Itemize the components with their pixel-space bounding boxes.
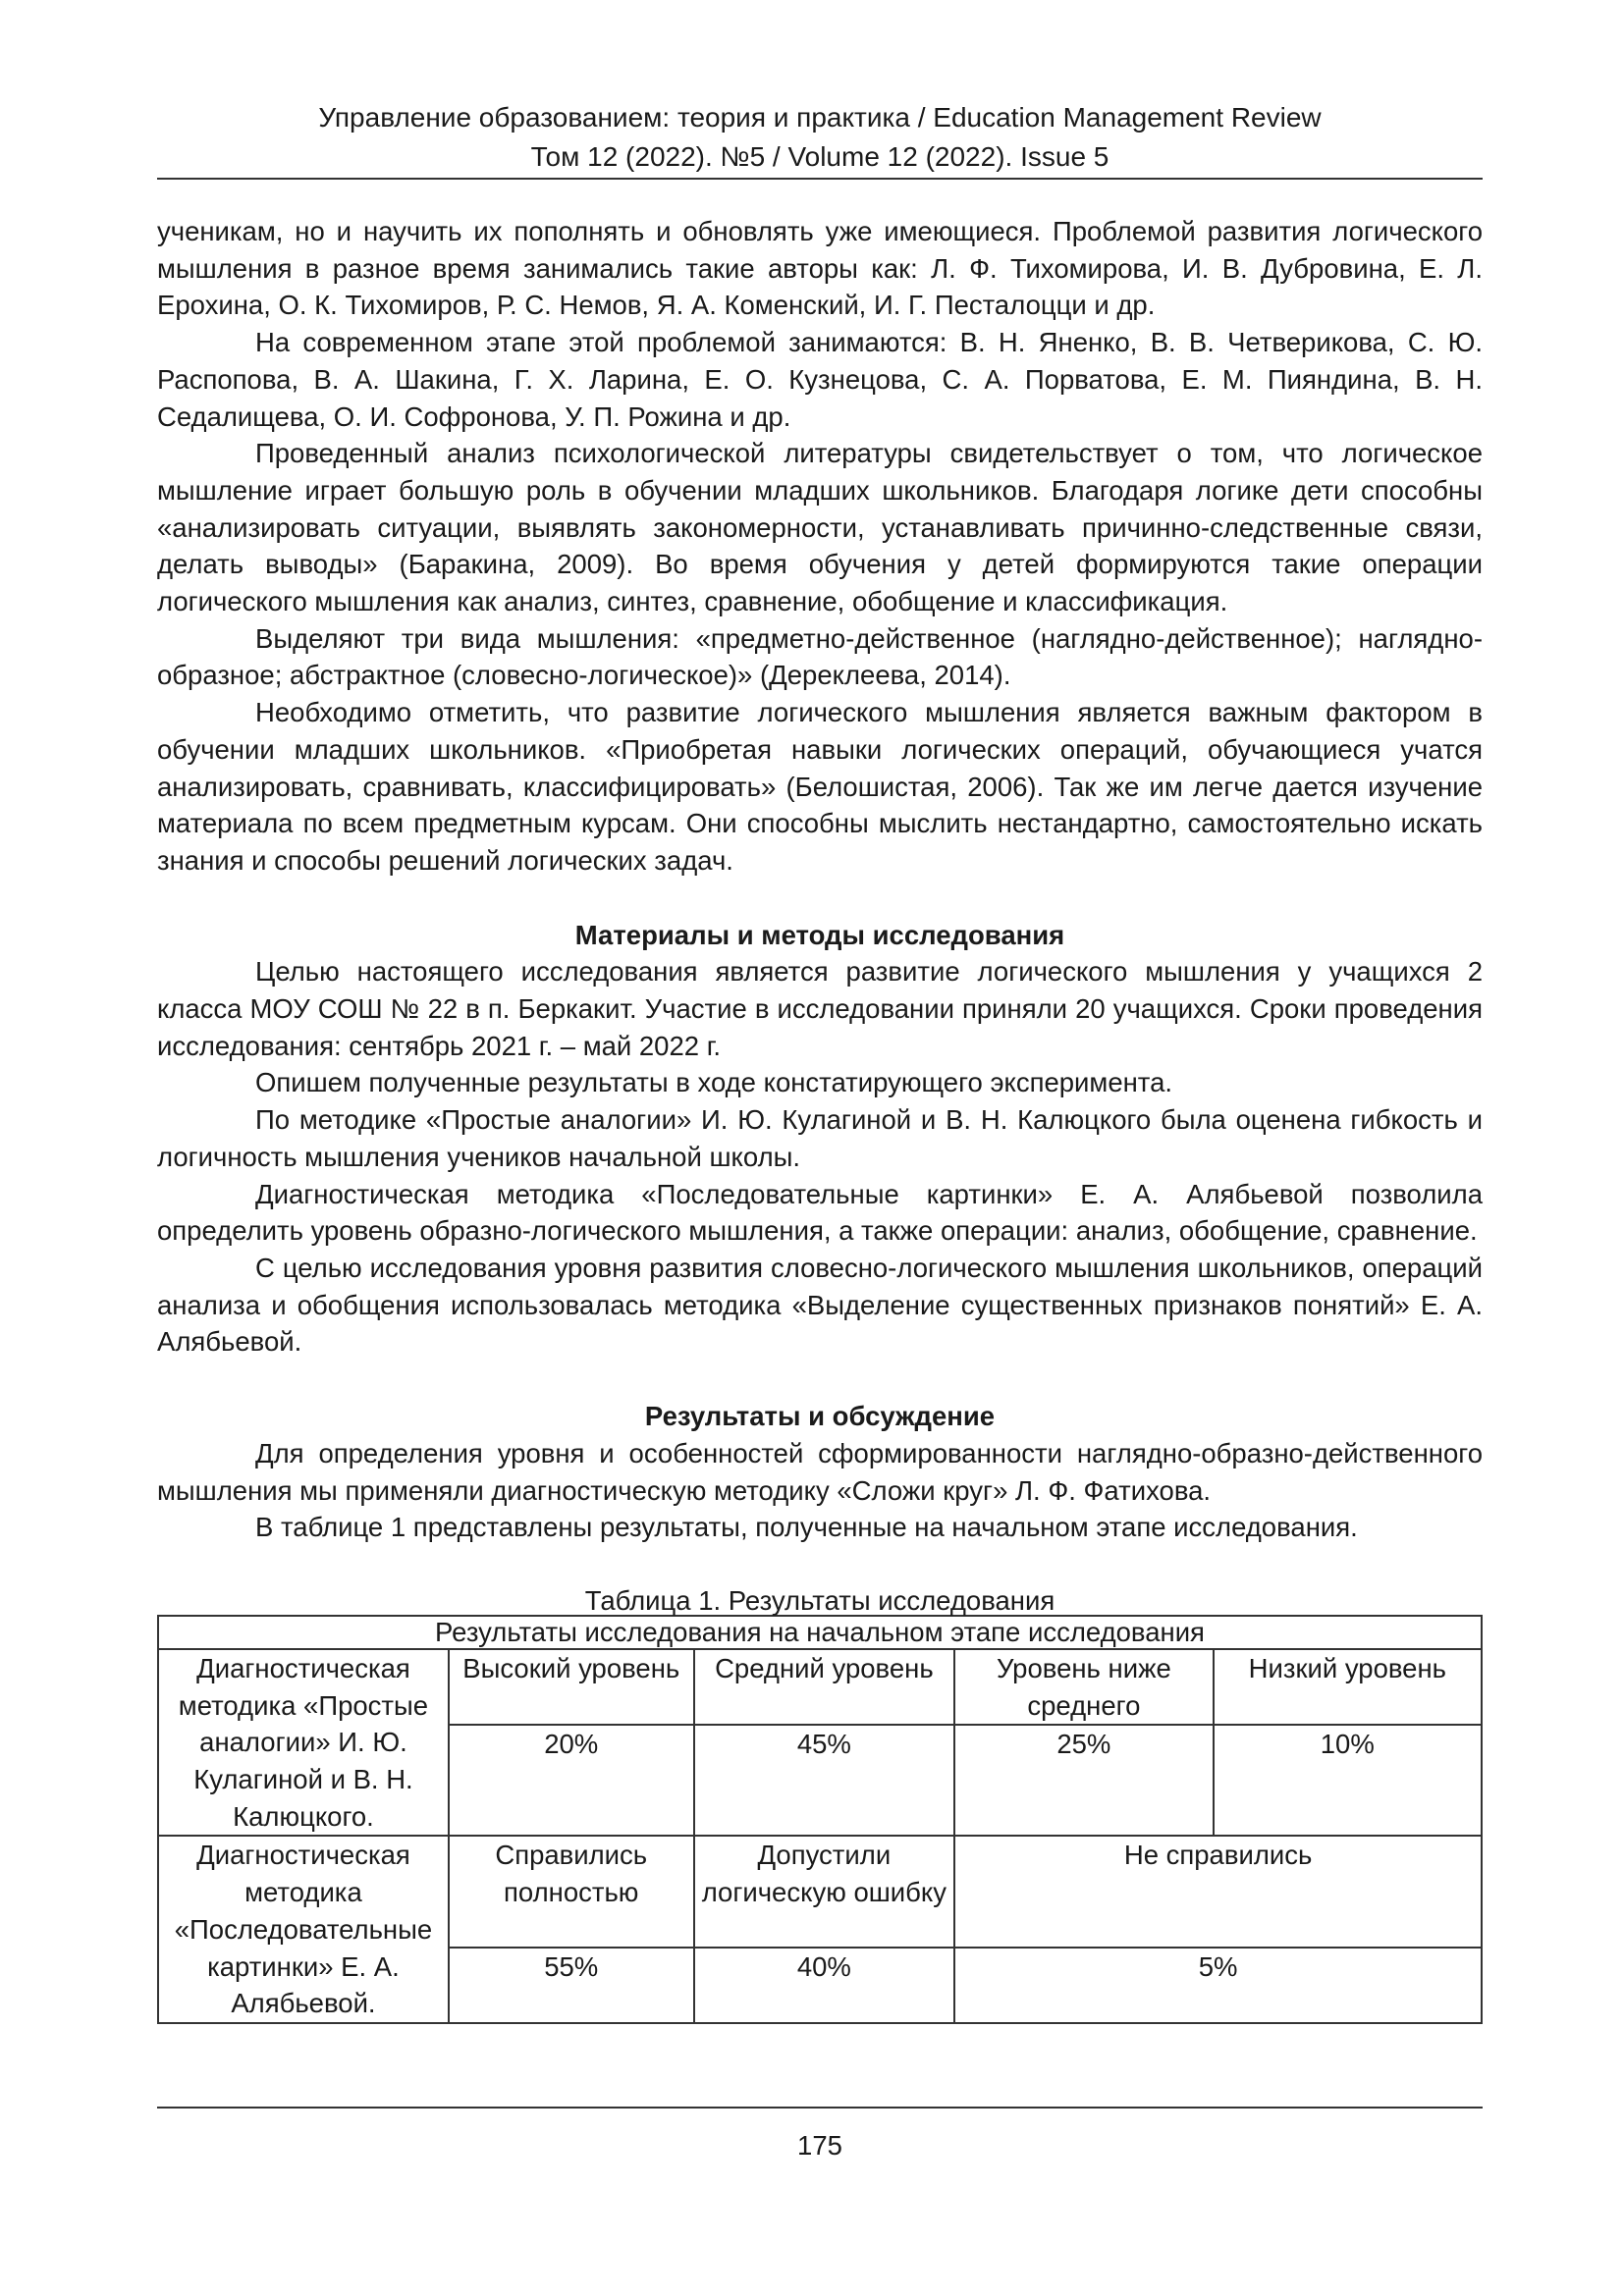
paragraph: С целью исследования уровня развития словесно-логического мышления школьников, операций анализа и обобщения использовалась методика «Выделение существенных признаков понятий» Е. А. Алябьевой. [157, 1252, 1483, 1358]
results-table [157, 1615, 1483, 2024]
paragraph: В таблице 1 представлены результаты, полученные на начальном этапе исследования. [255, 1512, 1358, 1543]
paragraph: Для определения уровня и особенностей сформированности наглядно-образно-действенного мышления мы применяли диагностическую методику «Сложи круг» Л. Ф. Фатихова. [157, 1437, 1483, 1506]
page-number: 175 [797, 2130, 842, 2161]
method-cell: Диагностическая методика «Простые аналогии» И. Ю. Кулагиной и В. Н. Калюцкого. [158, 1649, 449, 1837]
paragraph: ученикам, но и научить их пополнять и обновлять уже имеющиеся. Проблемой развития логического мышления в разное время занимались такие авторы как: Л. Ф. Тихомирова, И. В. Дубровина, Е. Л. Ерохина, О. К. Тихомиров, Р. С. Немов, Я. А. Коменский, И. Г. Песталоцци и др. [157, 216, 1483, 321]
value-cell: 25% [954, 1725, 1213, 1836]
footer-divider [157, 2107, 1483, 2109]
value-cell: 40% [694, 1948, 955, 2023]
volume-issue: Том 12 (2022). №5 / Volume 12 (2022). Issue 5 [530, 141, 1109, 172]
level-header-cell: Уровень ниже среднего [954, 1649, 1213, 1725]
journal-title: Управление образованием: теория и практика / Education Management Review [318, 102, 1322, 133]
value-cell: 5% [954, 1948, 1482, 2023]
paragraph: Диагностическая методика «Последовательные картинки» Е. А. Алябьевой позволила определить уровень образно-логического мышления, а также операции: анализ, обобщение, сравнение. [157, 1178, 1483, 1247]
value-cell: 10% [1214, 1725, 1482, 1836]
level-header-cell: Средний уровень [694, 1649, 955, 1725]
level-header-cell: Низкий уровень [1214, 1649, 1482, 1725]
table-caption: Таблица 1. Результаты исследования [584, 1584, 1055, 1616]
table-row [158, 1616, 1482, 1649]
paragraph: Проведенный анализ психологической литературы свидетельствует о том, что логическое мышление играет большую роль в обучении младших школьников. Благодаря логике дети способны «анализировать ситуации, выявлять закономерности, устанавливать причинно-следственные связи, делать выводы» (Баракина, 2009). Во время обучения у детей формируются такие операции логического мышления как анализ, синтез, сравнение, обобщение и классификация. [157, 438, 1483, 617]
method-cell: Диагностическая методика «Последовательные картинки» Е. А. Алябьевой. [158, 1836, 449, 2023]
section-heading-results: Результаты и обсуждение [644, 1401, 996, 1432]
paragraph: На современном этапе этой проблемой занимаются: В. Н. Яненко, В. В. Четверикова, С. Ю. Распопова, В. А. Шакина, Г. Х. Ларина, Е. О. Кузнецова, С. А. Порватова, Е. М. Пияндина, В. Н. Седалищева, О. И. Софронова, У. П. Рожина и др. [157, 327, 1483, 432]
running-header [157, 98, 1483, 177]
table-header-cell: Результаты исследования на начальном этапе исследования [158, 1616, 1482, 1649]
value-cell: 55% [449, 1948, 694, 2023]
paragraph: Целью настоящего исследования является развитие логического мышления у учащихся 2 класса МОУ СОШ № 22 в п. Беркакит. Участие в исследовании приняли 20 учащихся. Сроки проведения исследования: сентябрь 2021 г. – май 2022 г. [157, 956, 1483, 1061]
value-cell: 45% [694, 1725, 955, 1836]
value-cell: 20% [449, 1725, 694, 1836]
header-divider [157, 178, 1483, 180]
section-heading-methods: Материалы и методы исследования [574, 919, 1065, 950]
table-row [158, 1649, 1482, 1725]
table-row [158, 1836, 1482, 1948]
paragraph: Выделяют три вида мышления: «предметно-действенное (наглядно-действенное); наглядно-образное; абстрактное (словесно-логическое)» (Дереклеева, 2014). [157, 622, 1483, 691]
article-body [157, 213, 1483, 2024]
level-header-cell: Высокий уровень [449, 1649, 694, 1725]
paragraph: Необходимо отметить, что развитие логического мышления является важным фактором в обучении младших школьников. «Приобретая навыки логических операций, обучающиеся учатся анализировать, сравнивать, классифицировать» (Белошистая, 2006). Так же им легче дается изучение материала по всем предметным курсам. Они способны мыслить нестандартно, самостоятельно искать знания и способы решений логических задач. [157, 697, 1483, 876]
paragraph: Опишем полученные результаты в ходе констатирующего эксперимента. [255, 1067, 1173, 1098]
paragraph: По методике «Простые аналогии» И. Ю. Кулагиной и В. Н. Калюцкого была оценена гибкость и логичность мышления учеников начальной школы. [157, 1104, 1483, 1172]
outcome-header-cell: Допустили логическую ошибку [694, 1836, 955, 1948]
outcome-header-cell: Справились полностью [449, 1836, 694, 1948]
outcome-header-cell: Не справились [954, 1836, 1482, 1948]
